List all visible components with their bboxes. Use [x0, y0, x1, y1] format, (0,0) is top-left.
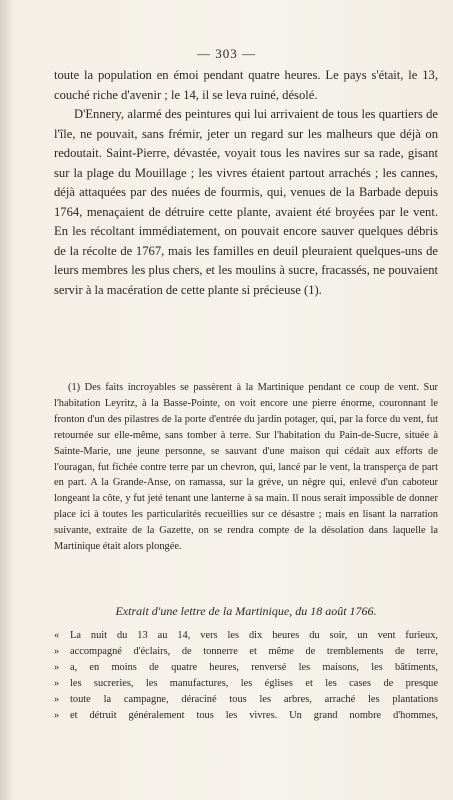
quote-mark: «: [54, 630, 60, 641]
quote-line: [54, 644, 438, 660]
quote-mark: »: [54, 709, 60, 721]
quote-line: [54, 692, 438, 708]
footnote-text: (1) Des faits incroyables se passèrent à la Martinique pendant ce coup de vent. Sur l'habitation Leyritz, à la Basse-Pointe, on voit encore une pierre énorme, couronnant le fronton d'un des pilastres de la porte d'entrée du jardin potager, qui, par la force du vent, fut retournée sur elle-même, sans tomber à terre. Sur l'habitation du Pain-de-Sucre, située à Sainte-Marie, une jeune personne, se sauvant d'une maison qui cédait aux efforts de l'ouragan, fut fichée contre terre par un chevron, qui, lancé par le vent, la transperça de part en part. A la Grande-Anse, on ramassa, sur la grève, un nègre qui, enlevé d'un caboteur longeant la côte, y fut jeté tenant une lanterne à sa main. Il nous serait impossible de donner place ici à toutes les particularités recueillies sur ce désastre ; mais en lisant la narration suivante, extraite de la Gazette, on se rendra compte de la désolation dans laquelle la Martinique était alors plongée.: [54, 382, 438, 553]
quote-mark: »: [54, 677, 60, 689]
quote-line: [54, 708, 438, 724]
page-number: — 303 —: [197, 46, 256, 61]
quote-line-text: accompagné d'éclairs, de tonnerre et même de tremblements de terre,: [70, 645, 438, 657]
quote-line: [54, 676, 438, 692]
quote-line-text: les sucreries, les manufactures, les églises et les cases de presque: [70, 677, 438, 689]
quote-line-text: toute la campagne, déraciné tous les arbres, arraché les plantations: [70, 693, 438, 705]
quote-line: [54, 660, 438, 676]
letter-quote: [54, 628, 438, 723]
quote-line: [54, 628, 438, 644]
quote-mark: »: [54, 645, 60, 657]
quote-mark: »: [54, 693, 60, 705]
footnote: [54, 380, 438, 555]
quote-line-text: La nuit du 13 au 14, vers les dix heures du soir, un vent furieux,: [70, 630, 438, 641]
quote-mark: »: [54, 661, 60, 673]
quote-line-text: a, en moins de quatre heures, renversé les maisons, les bâtiments,: [70, 661, 438, 673]
extract-title: Extrait d'une lettre de la Martinique, du 18 août 1766.: [115, 604, 377, 618]
paragraph-1: toute la population en émoi pendant quatre heures. Le pays s'était, le 13, couché riche d'avenir ; le 14, il se leva ruiné, désolé.: [54, 68, 438, 102]
main-text: [54, 66, 438, 300]
paragraph-2: D'Ennery, alarmé des peintures qui lui arrivaient de tous les quartiers de l'île, ne pouvait, sans frémir, jeter un regard sur les malheurs que déjà on redoutait. Saint-Pierre, dévastée, voyait tous les navires sur sa rade, gisant sur la plage du Mouillage ; les vivres étaient partout arrachés ; les cannes, déjà attaquées par des nuées de fourmis, qui, venues de la Barbade depuis 1764, menaçaient de détruire cette plante, avaient été broyées par le vent. En les récoltant immédiatement, on pouvait encore sauver quelques débris de la récolte de 1767, mais les familles en deuil pleuraient quelques-uns de leurs membres les plus chers, et les moulins à sucre, fracassés, ne pouvaient servir à la macération de cette plante si précieuse (1).: [54, 107, 438, 297]
quote-line-text: et détruit généralement tous les vivres. Un grand nombre d'hommes,: [70, 709, 438, 721]
